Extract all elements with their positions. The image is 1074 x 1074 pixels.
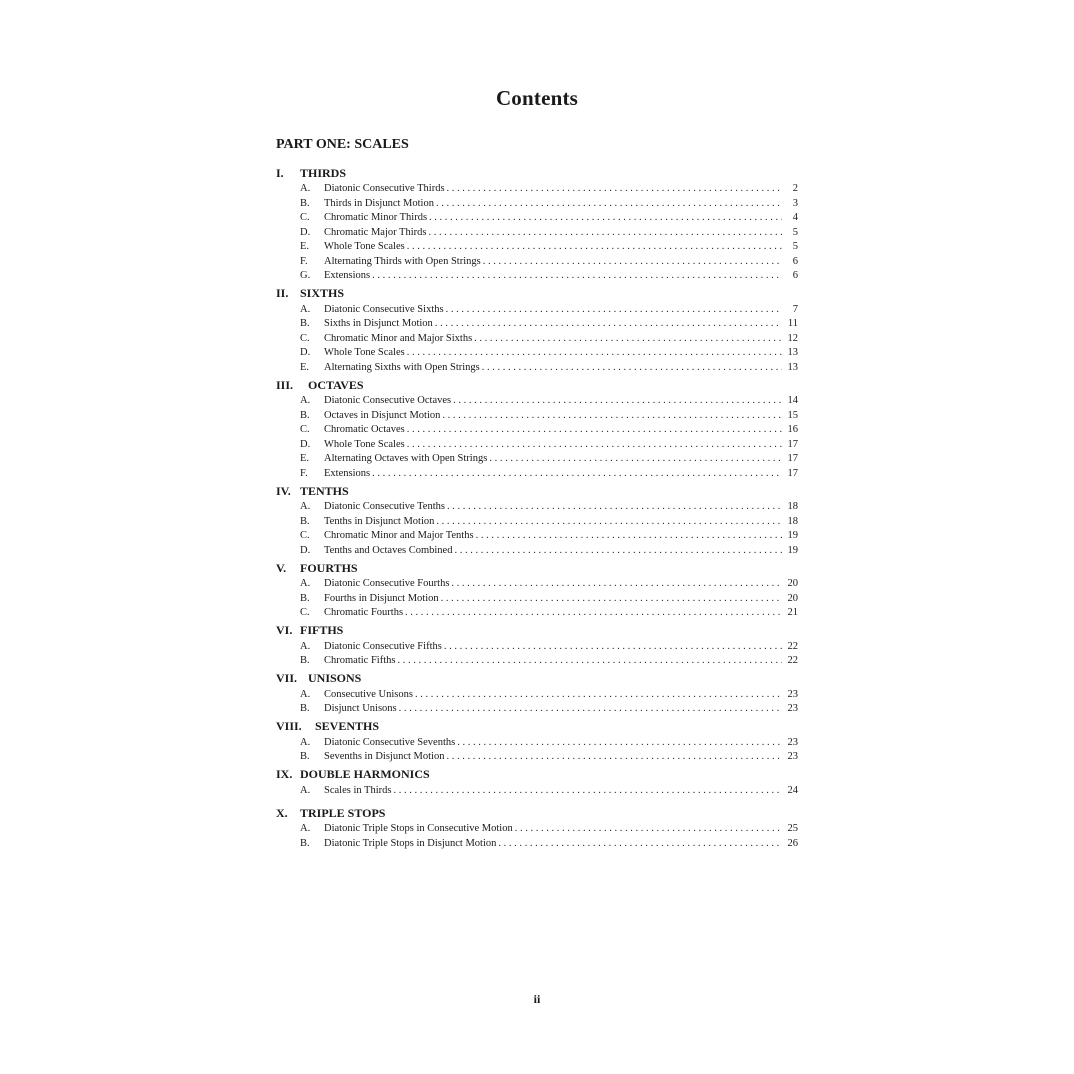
entry-title: Diatonic Consecutive Thirds — [324, 183, 445, 194]
dot-leader — [372, 467, 782, 482]
toc-entry — [276, 750, 798, 765]
entry-page-number: 6 — [792, 255, 798, 267]
toc-entry — [276, 332, 798, 347]
dot-leader — [397, 654, 782, 669]
section-number: V. — [276, 560, 287, 575]
entry-page-number: 4 — [792, 212, 798, 223]
entry-title: Sixths in Disjunct Motion — [324, 318, 433, 329]
section-title: THIRDS — [300, 165, 347, 180]
entry-page-number: 19 — [787, 544, 798, 556]
entry-title: Diatonic Triple Stops in Consecutive Motion — [324, 823, 513, 834]
entry-letter: B. — [300, 409, 310, 421]
toc-entry — [276, 702, 798, 717]
toc-entry — [276, 346, 798, 361]
entry-title: Diatonic Consecutive Octaves — [324, 395, 452, 406]
entry-page-number: 23 — [787, 688, 798, 700]
toc-entry — [276, 269, 798, 284]
entry-letter: D. — [300, 226, 311, 238]
entry-title: Chromatic Fourths — [324, 607, 404, 618]
toc-entry — [276, 654, 798, 669]
toc-section — [276, 804, 798, 851]
dot-leader — [446, 750, 782, 765]
toc-entry — [276, 640, 798, 655]
entry-letter: B. — [300, 515, 310, 527]
toc-entry — [276, 529, 798, 544]
toc-section — [276, 376, 798, 481]
entry-page-number: 12 — [787, 332, 798, 344]
section-heading — [276, 766, 798, 784]
entry-page-number: 13 — [787, 361, 798, 373]
entry-title: Tenths in Disjunct Motion — [324, 515, 435, 527]
entry-title: Fourths in Disjunct Motion — [324, 592, 439, 604]
dot-leader — [442, 409, 782, 424]
toc-section — [276, 285, 798, 376]
dot-leader — [407, 423, 782, 438]
entry-letter: B. — [300, 703, 310, 714]
entry-page-number: 7 — [792, 303, 798, 315]
entry-letter: A. — [300, 784, 311, 796]
entry-letter: D. — [300, 438, 311, 450]
entry-letter: B. — [300, 318, 310, 329]
entry-title: Extensions — [324, 270, 371, 281]
dot-leader — [407, 346, 782, 361]
entry-letter: A. — [300, 501, 311, 512]
entry-page-number: 26 — [787, 837, 798, 849]
toc-section — [276, 622, 798, 669]
entry-letter: C. — [300, 424, 310, 435]
entry-title: Diatonic Consecutive Tenths — [324, 501, 445, 512]
entry-title: Whole Tone Scales — [324, 347, 405, 358]
entry-letter: B. — [300, 837, 310, 849]
dot-leader — [407, 438, 782, 453]
section-title: SEVENTHS — [315, 719, 380, 733]
toc-section — [276, 670, 798, 717]
entry-letter: C. — [300, 607, 310, 618]
entry-letter: A. — [300, 688, 311, 700]
entry-title: Chromatic Minor and Major Tenths — [324, 530, 474, 541]
entry-letter: B. — [300, 592, 310, 604]
entry-letter: D. — [300, 544, 311, 556]
entry-title: Sevenths in Disjunct Motion — [324, 751, 445, 762]
entry-page-number: 13 — [787, 347, 798, 358]
entry-page-number: 18 — [787, 515, 798, 527]
dot-leader — [429, 211, 782, 226]
dot-leader — [489, 452, 782, 467]
dot-leader — [515, 822, 782, 837]
toc-entry — [276, 197, 798, 212]
entry-title: Extensions — [324, 467, 371, 479]
entry-letter: D. — [300, 347, 311, 358]
toc-entry — [276, 515, 798, 530]
section-heading — [276, 285, 798, 303]
entry-title: Diatonic Triple Stops in Disjunct Motion — [324, 837, 497, 849]
toc-entry — [276, 837, 798, 852]
dot-leader — [474, 332, 782, 347]
entry-page-number: 20 — [787, 578, 798, 589]
section-title: TRIPLE STOPS — [300, 805, 386, 820]
section-heading — [276, 718, 798, 736]
entry-title: Alternating Octaves with Open Strings — [324, 453, 488, 464]
entry-letter: A. — [300, 578, 311, 589]
table-of-contents — [276, 164, 798, 851]
entry-page-number: 21 — [787, 607, 798, 618]
entry-letter: F. — [300, 467, 308, 479]
dot-leader — [405, 606, 782, 621]
dot-leader — [454, 544, 782, 559]
entry-title: Diatonic Consecutive Sixths — [324, 303, 444, 315]
section-number: VIII. — [276, 719, 302, 733]
dot-leader — [428, 226, 782, 241]
dot-leader — [441, 592, 782, 607]
entry-page-number: 2 — [792, 183, 798, 194]
dot-leader — [483, 255, 782, 270]
section-heading — [276, 622, 798, 640]
dot-leader — [447, 182, 782, 197]
entry-letter: G. — [300, 270, 311, 281]
entry-title: Whole Tone Scales — [324, 438, 405, 450]
toc-entry — [276, 423, 798, 438]
section-number: I. — [276, 165, 284, 180]
dot-leader — [407, 240, 782, 255]
entry-title: Alternating Thirds with Open Strings — [324, 255, 481, 267]
entry-title: Chromatic Major Thirds — [324, 226, 427, 238]
entry-letter: B. — [300, 197, 310, 209]
entry-letter: B. — [300, 655, 310, 666]
toc-entry — [276, 467, 798, 482]
toc-section — [276, 482, 798, 558]
entry-title: Consecutive Unisons — [324, 688, 413, 700]
section-number: II. — [276, 286, 289, 300]
entry-page-number: 17 — [787, 467, 798, 479]
section-title: SIXTHS — [300, 286, 345, 300]
entry-page-number: 24 — [787, 784, 798, 796]
entry-letter: C. — [300, 530, 310, 541]
toc-entry — [276, 240, 798, 255]
entry-title: Chromatic Minor and Major Sixths — [324, 332, 473, 344]
section-title: TENTHS — [300, 483, 349, 498]
entry-page-number: 17 — [787, 438, 798, 450]
entry-title: Tenths and Octaves Combined — [324, 544, 453, 556]
toc-section — [276, 718, 798, 765]
toc-entry — [276, 409, 798, 424]
entry-page-number: 11 — [787, 318, 798, 329]
toc-entry — [276, 500, 798, 515]
section-title: UNISONS — [308, 671, 362, 685]
entry-page-number: 19 — [787, 530, 798, 541]
page-title: Contents — [495, 86, 579, 110]
section-heading — [276, 804, 798, 822]
section-title: OCTAVES — [308, 377, 364, 392]
entry-title: Whole Tone Scales — [324, 241, 405, 252]
entry-page-number: 22 — [787, 640, 798, 652]
entry-page-number: 23 — [787, 736, 798, 748]
entry-page-number: 25 — [787, 823, 798, 834]
entry-page-number: 3 — [792, 197, 798, 209]
section-heading — [276, 376, 798, 394]
dot-leader — [444, 640, 782, 655]
toc-entry — [276, 544, 798, 559]
entry-page-number: 20 — [787, 592, 798, 604]
toc-entry — [276, 303, 798, 318]
toc-entry — [276, 361, 798, 376]
entry-page-number: 18 — [787, 501, 798, 512]
dot-leader — [451, 577, 782, 592]
entry-title: Chromatic Fifths — [324, 655, 396, 666]
entry-letter: A. — [300, 303, 311, 315]
page-number: ii — [533, 992, 541, 1006]
entry-letter: A. — [300, 395, 311, 406]
toc-entry — [276, 438, 798, 453]
part-heading: PART ONE: SCALES — [276, 137, 409, 152]
dot-leader — [476, 529, 782, 544]
entry-title: Octaves in Disjunct Motion — [324, 409, 441, 421]
dot-leader — [453, 394, 782, 409]
entry-page-number: 16 — [787, 424, 798, 435]
entry-title: Chromatic Octaves — [324, 424, 405, 435]
entry-title: Disjunct Unisons — [324, 703, 397, 714]
dot-leader — [498, 837, 782, 852]
entry-page-number: 23 — [787, 751, 798, 762]
entry-letter: A. — [300, 183, 311, 194]
entry-title: Diatonic Consecutive Sevenths — [324, 736, 456, 748]
section-number: X. — [276, 805, 288, 820]
entry-title: Alternating Sixths with Open Strings — [324, 361, 480, 373]
entry-page-number: 14 — [787, 395, 798, 406]
entry-letter: A. — [300, 640, 311, 652]
section-title: DOUBLE HARMONICS — [300, 767, 430, 781]
toc-entry — [276, 317, 798, 332]
section-heading — [276, 670, 798, 688]
toc-entry — [276, 452, 798, 467]
entry-page-number: 17 — [787, 453, 798, 464]
dot-leader — [415, 688, 782, 703]
toc-entry — [276, 182, 798, 197]
section-number: IX. — [276, 767, 293, 781]
dot-leader — [436, 515, 782, 530]
toc-section — [276, 164, 798, 284]
entry-letter: F. — [300, 255, 308, 267]
toc-entry — [276, 577, 798, 592]
dot-leader — [446, 303, 782, 318]
entry-letter: E. — [300, 453, 310, 464]
toc-section — [276, 766, 798, 799]
section-number: VII. — [276, 671, 298, 685]
toc-entry — [276, 784, 798, 799]
dot-leader — [372, 269, 782, 284]
entry-page-number: 15 — [787, 409, 798, 421]
toc-entry — [276, 606, 798, 621]
entry-page-number: 5 — [792, 226, 798, 238]
toc-entry — [276, 688, 798, 703]
dot-leader — [393, 784, 782, 799]
section-title: FIFTHS — [300, 623, 344, 637]
section-heading — [276, 164, 798, 182]
dot-leader — [482, 361, 782, 376]
dot-leader — [399, 702, 782, 717]
entry-title: Diatonic Consecutive Fifths — [324, 640, 442, 652]
toc-entry — [276, 592, 798, 607]
section-title: FOURTHS — [300, 560, 358, 575]
dot-leader — [457, 736, 782, 751]
toc-entry — [276, 394, 798, 409]
entry-letter: E. — [300, 241, 310, 252]
entry-title: Scales in Thirds — [324, 784, 392, 796]
dot-leader — [436, 197, 782, 212]
section-heading — [276, 482, 798, 500]
entry-title: Chromatic Minor Thirds — [324, 212, 428, 223]
entry-letter: C. — [300, 212, 310, 223]
dot-leader — [435, 317, 782, 332]
entry-letter: A. — [300, 736, 311, 748]
entry-page-number: 5 — [792, 241, 798, 252]
entry-title: Diatonic Consecutive Fourths — [324, 578, 450, 589]
entry-title: Thirds in Disjunct Motion — [324, 197, 434, 209]
entry-page-number: 23 — [787, 703, 798, 714]
section-number: III. — [276, 377, 294, 392]
entry-letter: C. — [300, 332, 310, 344]
toc-entry — [276, 822, 798, 837]
toc-section — [276, 559, 798, 621]
entry-page-number: 22 — [787, 655, 798, 666]
toc-entry — [276, 226, 798, 241]
entry-letter: A. — [300, 823, 311, 834]
entry-letter: E. — [300, 361, 310, 373]
toc-entry — [276, 736, 798, 751]
section-number: VI. — [276, 623, 293, 637]
entry-page-number: 6 — [792, 270, 798, 281]
dot-leader — [447, 500, 782, 515]
section-number: IV. — [276, 483, 291, 498]
toc-entry — [276, 255, 798, 270]
toc-entry — [276, 211, 798, 226]
entry-letter: B. — [300, 751, 310, 762]
section-heading — [276, 559, 798, 577]
